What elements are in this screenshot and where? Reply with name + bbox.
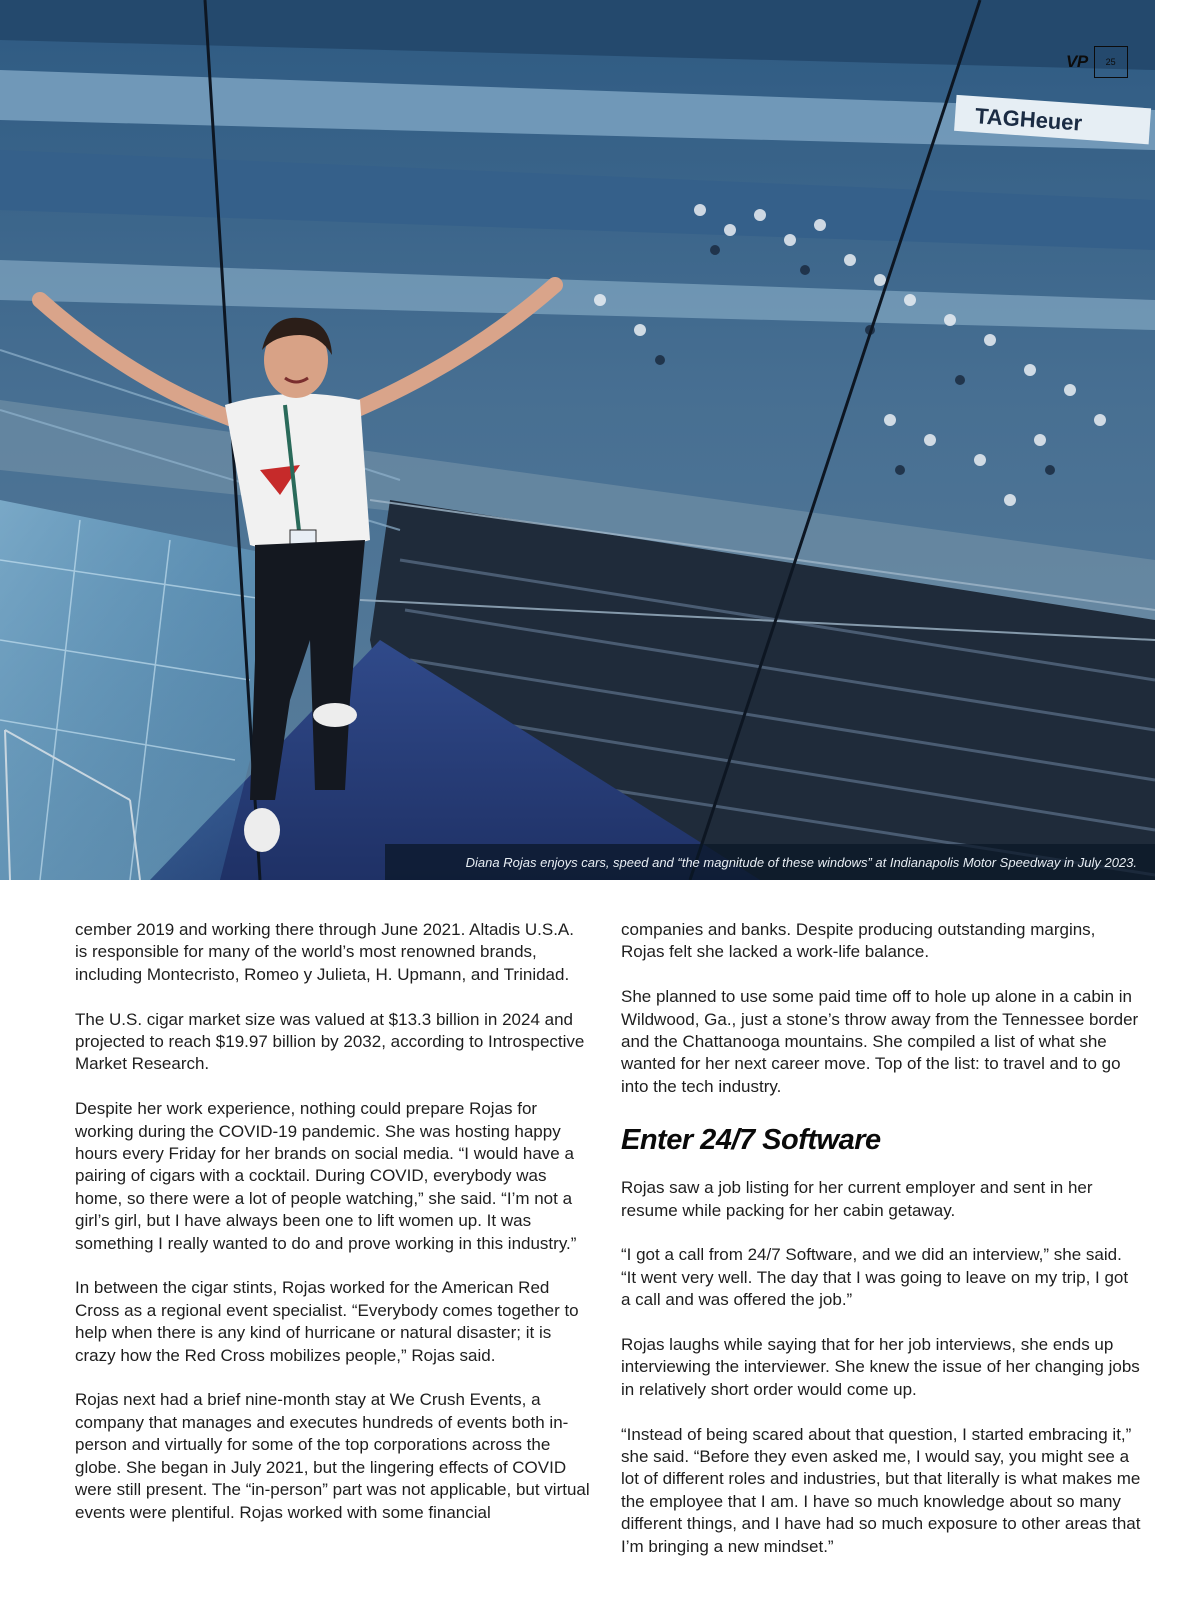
section-subhead: Enter 24/7 Software (621, 1124, 881, 1157)
photo-caption-bar (385, 844, 1155, 880)
article-right-column (621, 919, 1141, 1580)
tagheuer-sign-text: TAGHeuer (974, 103, 1083, 136)
paragraph: The U.S. cigar market size was valued at $13.3 billion in 2024 and projected to reach $19.97 billion by 2032, according to Introspective Market Research. (75, 1009, 585, 1074)
photo-caption: Diana Rojas enjoys cars, speed and “the magnitude of these windows” at Indianapolis Motor Speedway in July 2023. (465, 854, 1137, 870)
paragraph: “Instead of being scared about that question, I started embracing it,” she said. “Before they even asked me, I would say, you might see a lot of different roles and industries, but that literally is what makes me the employee that I am. I have so much knowledge about so many different things, and I have had so much exposure to other areas that I’m bringing a new mindset.” (621, 1424, 1141, 1556)
paragraph: Rojas laughs while saying that for her job interviews, she ends up interviewing the interviewer. She knew the issue of her changing jobs in relatively short order would come up. (621, 1335, 1140, 1399)
page-folio (1066, 46, 1128, 78)
paragraph: She planned to use some paid time off to hole up alone in a cabin in Wildwood, Ga., just a stone’s throw away from the Tennessee border and the Chattanooga mountains. She compiled a list of what she wanted for her next career move. Top of the list: to travel and to go into the tech industry. (621, 987, 1139, 1096)
paragraph: “I got a call from 24/7 Software, and we did an interview,” she said. “It went very well. The day that I was going to leave on my trip, I got a call and was offered the job.” (621, 1245, 1129, 1310)
page-number: 25 (1094, 46, 1128, 78)
paragraph: Despite her work experience, nothing could prepare Rojas for working during the COVID-19 pandemic. She was hosting happy hours every Friday for her brands on social media. “I would have a pairing of cigars with a cocktail. During COVID, everybody was home, so there were a lot of people watching,” she said. “I’m not a girl’s girl, but I have always been one to lift women up. It was something I really wanted to do and prove working in this industry.” (75, 1099, 577, 1253)
paragraph: Rojas saw a job listing for her current employer and sent in her resume while packing for her cabin getaway. (621, 1178, 1093, 1220)
paragraph: Rojas next had a brief nine-month stay at We Crush Events, a company that manages and executes hundreds of events both in-person and virtually for some of the top corporations across the globe. She began in July 2021, but the lingering effects of COVID were still present. The “in-person” part was not applicable, but virtual events were plentiful. Rojas worked with some financial (75, 1390, 590, 1522)
paragraph: In between the cigar stints, Rojas worked for the American Red Cross as a regional event specialist. “Everybody comes together to help when there is any kind of hurricane or natural disaster; it is crazy how the Red Cross mobilizes people,” Rojas said. (75, 1278, 579, 1365)
article-left-column (75, 919, 590, 1546)
paragraph: companies and banks. Despite producing outstanding margins, Rojas felt she lacked a work-life balance. (621, 920, 1096, 962)
paragraph: cember 2019 and working there through June 2021. Altadis U.S.A. is responsible for many of the world’s most renowned brands, including Montecristo, Romeo y Julieta, H. Upmann, and Trinidad. (75, 920, 574, 984)
magazine-brand: VP (1066, 52, 1088, 71)
